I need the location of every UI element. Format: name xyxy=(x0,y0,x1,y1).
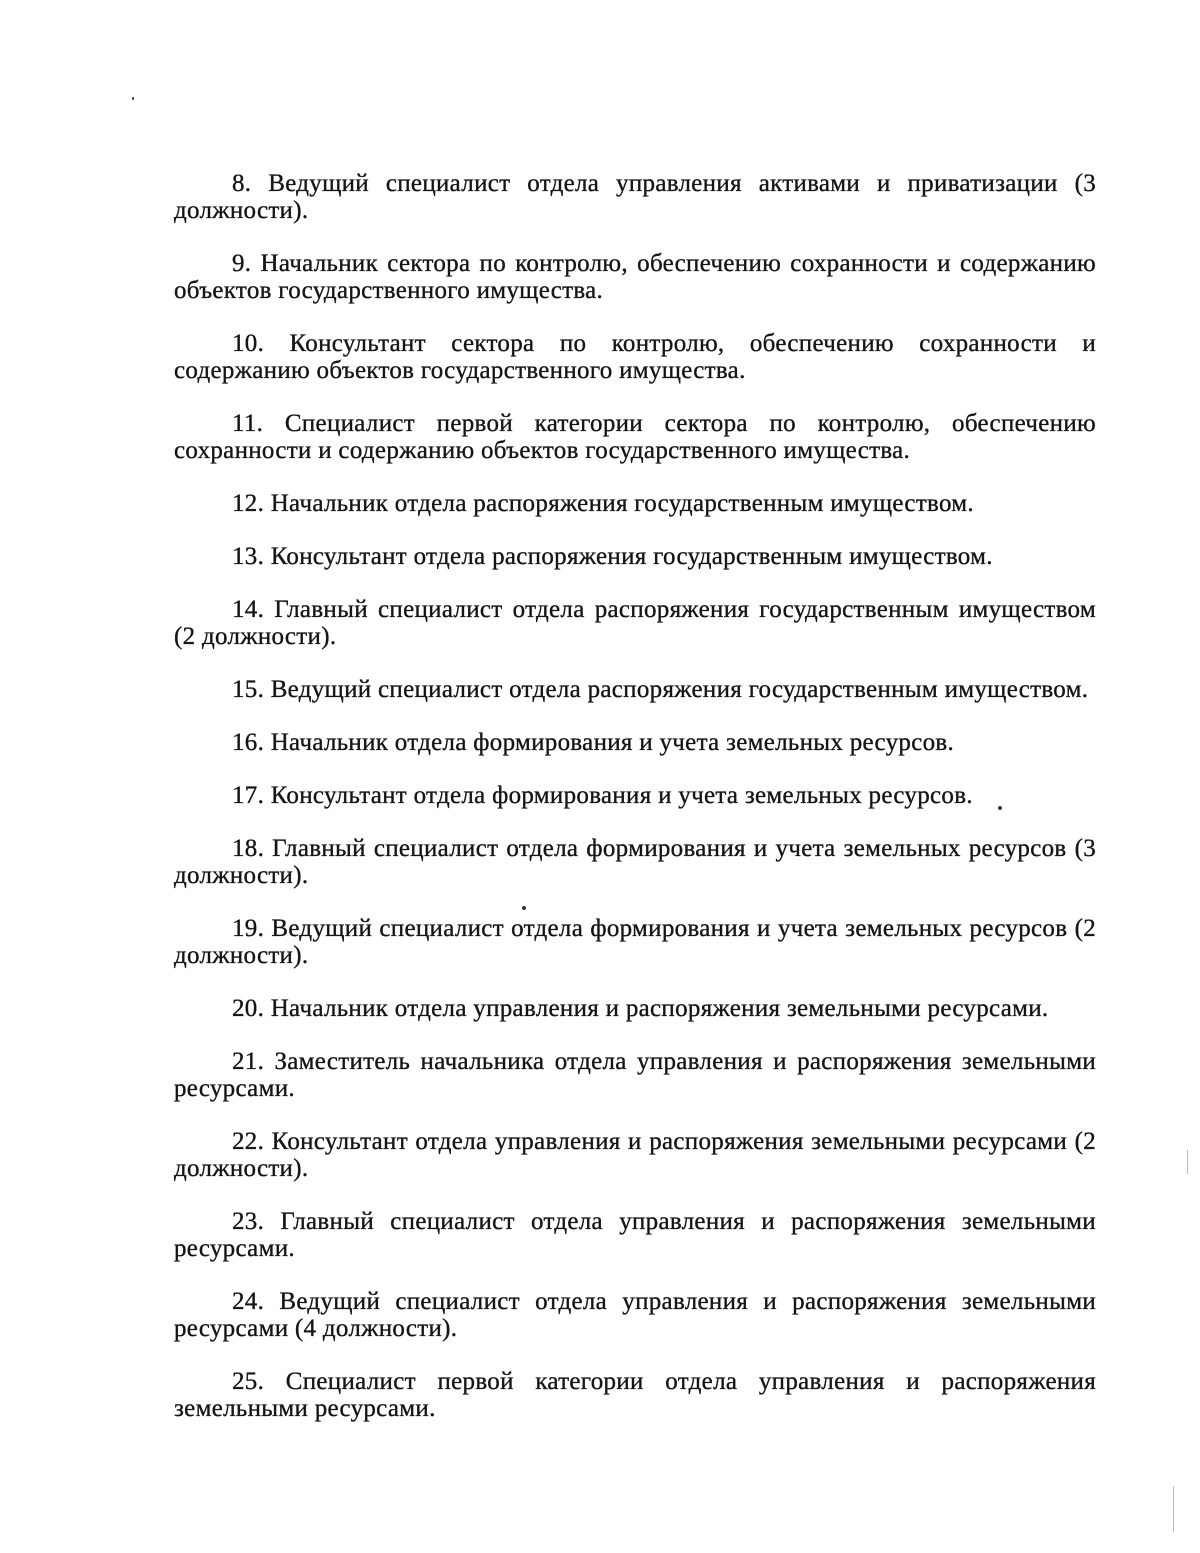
list-item: 18. Главный специалист отдела формирования и учета земельных ресурсов (3 должности). xyxy=(174,835,1096,889)
list-item: 24. Ведущий специалист отдела управления и распоряжения земельными ресурсами (4 должности). xyxy=(174,1288,1096,1342)
list-item: 25. Специалист первой категории отдела управления и распоряжения земельными ресурсами. xyxy=(174,1368,1096,1422)
list-item: 22. Консультант отдела управления и распоряжения земельными ресурсами (2 должности). xyxy=(174,1128,1096,1182)
list-item: 8. Ведущий специалист отдела управления активами и приватизации (3 должности). xyxy=(174,170,1096,224)
scan-edge-line xyxy=(1173,1486,1174,1532)
scan-speck xyxy=(132,97,134,100)
scan-edge-line xyxy=(1187,1150,1188,1174)
list-item: 9. Начальник сектора по контролю, обеспечению сохранности и содержанию объектов государственного имущества. xyxy=(174,250,1096,304)
position-list xyxy=(174,170,1096,1448)
list-item: 11. Специалист первой категории сектора по контролю, обеспечению сохранности и содержанию объектов государственного имущества. xyxy=(174,410,1096,464)
list-item: 14. Главный специалист отдела распоряжения государственным имуществом (2 должности). xyxy=(174,596,1096,650)
list-item: 17. Консультант отдела формирования и учета земельных ресурсов. xyxy=(232,782,973,809)
list-item: 12. Начальник отдела распоряжения государственным имуществом. xyxy=(232,490,974,517)
list-item: 20. Начальник отдела управления и распоряжения земельными ресурсами. xyxy=(232,995,1049,1022)
list-item: 10. Консультант сектора по контролю, обеспечению сохранности и содержанию объектов государственного имущества. xyxy=(174,330,1096,384)
list-item: 23. Главный специалист отдела управления и распоряжения земельными ресурсами. xyxy=(174,1208,1096,1262)
list-item: 16. Начальник отдела формирования и учета земельных ресурсов. xyxy=(232,729,955,756)
list-item: 15. Ведущий специалист отдела распоряжения государственным имуществом. xyxy=(232,676,1089,703)
list-item: 19. Ведущий специалист отдела формирования и учета земельных ресурсов (2 должности). xyxy=(174,915,1096,969)
list-item: 13. Консультант отдела распоряжения государственным имуществом. xyxy=(232,543,993,570)
list-item: 21. Заместитель начальника отдела управления и распоряжения земельными ресурсами. xyxy=(174,1048,1096,1102)
